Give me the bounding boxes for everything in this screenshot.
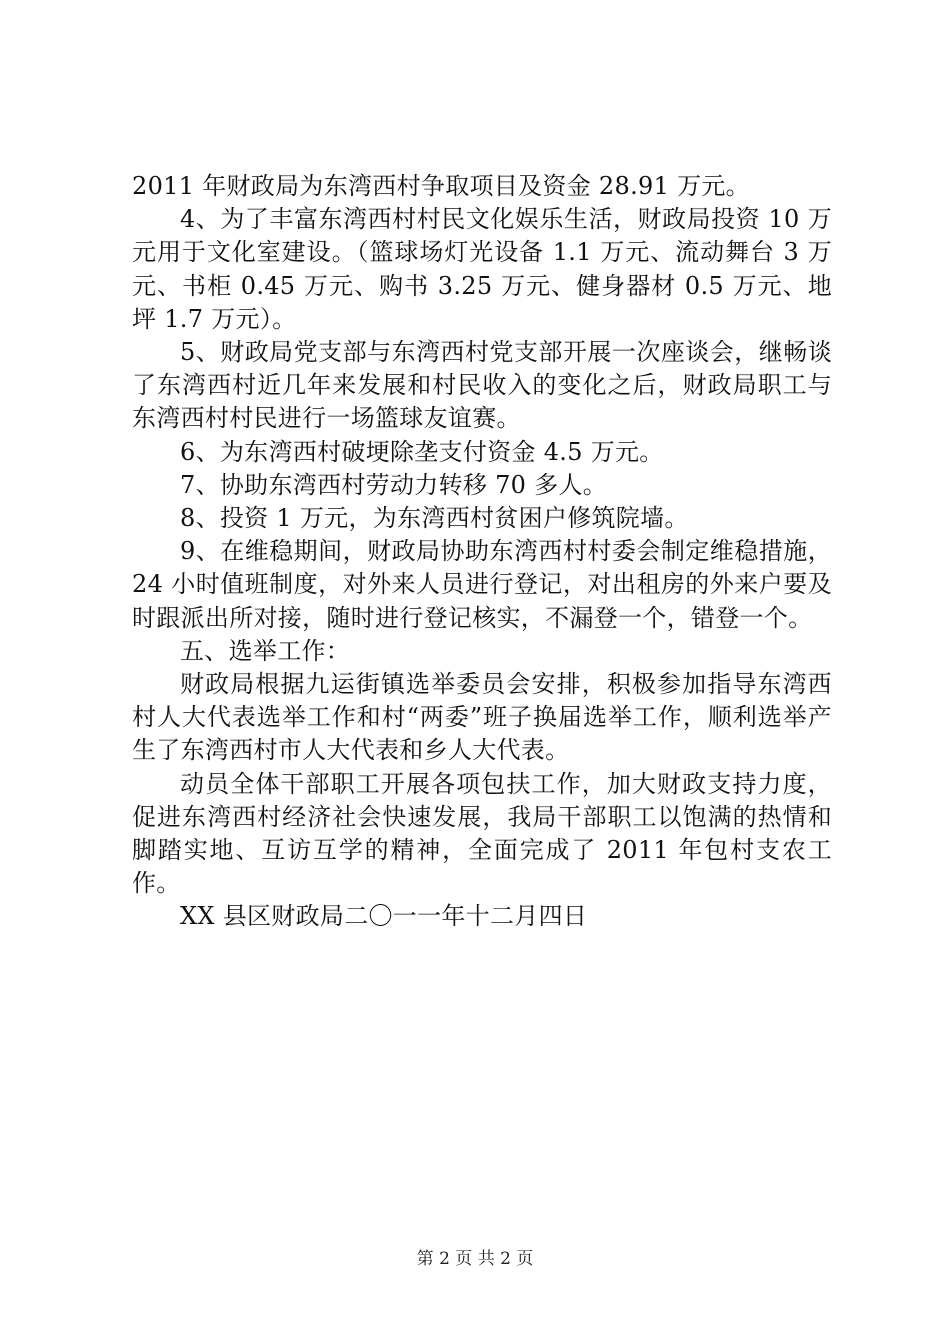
paragraph-item-7: 7、协助东湾西村劳动力转移 70 多人。 [180,470,608,499]
paragraph-election: 财政局根据九运街镇选举委员会安排，积极参加指导东湾西村人大代表选举工作和村“两委”班子换届选举工作，顺利选举产生了东湾西村市人大代表和乡人大代表。 [132,670,832,765]
page-footer [0,1244,950,1269]
paragraph-item-9: 9、在维稳期间，财政局协助东湾西村村委会制定维稳措施，24 小时值班制度，对外来人员进行登记，对出租房的外来户要及时跟派出所对接，随时进行登记核实，不漏登一个，错登一个。 [132,537,832,632]
paragraph-conclusion: 动员全体干部职工开展各项包扶工作，加大财政支持力度，促进东湾西村经济社会快速发展，我局干部职工以饱满的热情和脚踏实地、互访互学的精神，全面完成了 2011 年包村支农工作。 [132,769,832,898]
paragraph-item-5: 5、财政局党支部与东湾西村党支部开展一次座谈会，继畅谈了东湾西村近几年来发展和村民收入的变化之后，财政局职工与东湾西村村民进行一场篮球友谊赛。 [132,338,832,433]
page-indicator: 第 2 页 共 2 页 [416,1249,534,1269]
paragraph-funds-2011: 2011 年财政局为东湾西村争取项目及资金 28.91 万元。 [132,172,750,200]
paragraph-item-6: 6、为东湾西村破埂除垄支付资金 4.5 万元。 [180,437,664,466]
document-body [132,170,832,934]
signature-line: XX 县区财政局二〇一一年十二月四日 [180,902,588,931]
section-heading-election: 五、选举工作： [180,636,351,665]
paragraph-item-4: 4、为了丰富东湾西村村民文化娱乐生活，财政局投资 10 万元用于文化室建设。（篮球场灯光设备 1.1 万元、流动舞台 3 万元、书柜 0.45 万元、购书 3.25 万元、健身器材 0.5 万元、地坪 1.7 万元）。 [132,205,832,333]
paragraph-item-8: 8、投资 1 万元，为东湾西村贫困户修筑院墙。 [180,504,689,533]
